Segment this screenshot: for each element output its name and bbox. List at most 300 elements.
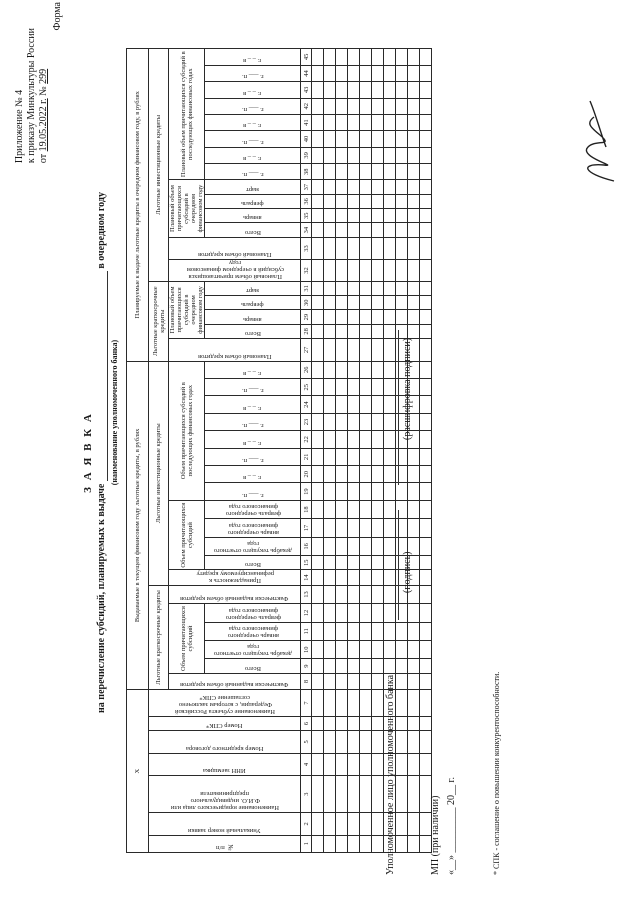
table-cell: [312, 690, 324, 717]
table-cell: [408, 622, 420, 640]
table-cell: [348, 659, 360, 673]
header-next-year: Планируемые к выдаче льготные кредиты в очередном финансовом году, в рублях: [127, 49, 149, 362]
table-cell: [312, 537, 324, 555]
table-cell: [336, 556, 348, 570]
table-cell: [312, 731, 324, 754]
table-cell: [324, 673, 336, 689]
table-cell: [360, 500, 372, 518]
table-cell: [348, 537, 360, 555]
table-cell: [360, 776, 372, 813]
header-quarter-4: г. _ _ в: [205, 361, 301, 378]
header-next-prev-credits: Льготные краткосрочные кредиты: [149, 281, 169, 361]
table-cell: [336, 604, 348, 622]
table-cell: [372, 324, 384, 338]
column-number-cell: 43: [301, 82, 312, 98]
table-cell: [420, 147, 432, 163]
table-cell: [312, 180, 324, 194]
table-cell: [312, 339, 324, 362]
table-cell: [360, 585, 372, 603]
table-cell: [324, 570, 336, 585]
table-cell: [372, 310, 384, 324]
table-cell: [324, 448, 336, 465]
header-rate: Принадлежность к рефинансируемому кредиту: [169, 570, 301, 585]
table-cell: [348, 448, 360, 465]
table-cell: [336, 585, 348, 603]
table-cell: [360, 431, 372, 448]
table-cell: [324, 604, 336, 622]
table-cell: [360, 641, 372, 659]
table-cell: [396, 281, 408, 295]
table-row: [408, 49, 420, 853]
table-cell: [420, 570, 432, 585]
table-cell: [324, 131, 336, 147]
column-number-cell: 40: [301, 131, 312, 147]
header-actual-issued-2: Фактически выданный объем кредитов: [169, 585, 301, 603]
table-cell: [324, 82, 336, 98]
header-n: № п/п: [149, 835, 301, 852]
table-cell: [324, 537, 336, 555]
table-cell: [360, 164, 372, 180]
table-cell: [360, 49, 372, 66]
table-row: [360, 49, 372, 853]
table-cell: [396, 641, 408, 659]
table-cell: [312, 147, 324, 163]
table-cell: [348, 570, 360, 585]
header-jan-2: январь очередного финансового года: [205, 519, 301, 537]
table-cell: [336, 396, 348, 413]
header-next-quarter-2: г. _ _ в: [205, 114, 301, 130]
decode-caption: (расшифровка подписи): [402, 337, 413, 440]
table-cell: [408, 49, 420, 66]
table-cell: [348, 690, 360, 717]
table-cell: [324, 147, 336, 163]
table-cell: [396, 98, 408, 114]
table-cell: [336, 731, 348, 754]
table-cell: [372, 65, 384, 81]
table-cell: [324, 237, 336, 260]
header-next-quarter-1: г. _ _ в: [205, 147, 301, 163]
table-cell: [348, 223, 360, 237]
table-cell: [348, 835, 360, 852]
column-number-cell: 38: [301, 164, 312, 180]
table-cell: [360, 448, 372, 465]
table-cell: [372, 361, 384, 378]
header-year-4: г. ___ п.: [205, 379, 301, 396]
table-cell: [408, 813, 420, 836]
table-cell: [408, 466, 420, 483]
table-cell: [360, 237, 372, 260]
table-cell: [312, 776, 324, 813]
table-cell: [372, 556, 384, 570]
table-cell: [396, 237, 408, 260]
table-cell: [348, 114, 360, 130]
header-total-2: Всего: [205, 556, 301, 570]
table-cell: [384, 339, 396, 362]
table-cell: [408, 237, 420, 260]
table-cell: [396, 776, 408, 813]
table-cell: [360, 556, 372, 570]
column-number-cell: 6: [301, 716, 312, 730]
header-next-year-2: г. ___ п.: [205, 131, 301, 147]
table-cell: [372, 537, 384, 555]
table-cell: [324, 466, 336, 483]
table-cell: [372, 466, 384, 483]
table-cell: [312, 716, 324, 730]
table-cell: [420, 673, 432, 689]
table-cell: [360, 753, 372, 776]
column-number-cell: 24: [301, 396, 312, 413]
table-cell: [336, 260, 348, 282]
table-cell: [420, 324, 432, 338]
table-cell: [312, 570, 324, 585]
table-cell: [312, 237, 324, 260]
table-cell: [336, 570, 348, 585]
table-cell: [372, 483, 384, 500]
table-cell: [324, 431, 336, 448]
table-cell: [348, 753, 360, 776]
table-cell: [348, 431, 360, 448]
table-cell: [324, 379, 336, 396]
table-cell: [396, 716, 408, 730]
table-row: [312, 49, 324, 853]
table-cell: [396, 296, 408, 310]
table-cell: [360, 65, 372, 81]
header-feb-2: февраль очередного финансового года: [205, 500, 301, 518]
table-cell: [348, 164, 360, 180]
table-row: [420, 49, 432, 853]
order-line: к приказу Минкультуры России: [26, 28, 37, 164]
table-cell: [372, 223, 384, 237]
table-cell: [348, 281, 360, 295]
signature-line: [398, 510, 399, 620]
table-cell: [372, 49, 384, 66]
column-number-cell: 30: [301, 296, 312, 310]
table-cell: [312, 82, 324, 98]
table-cell: [396, 731, 408, 754]
table-cell: [396, 835, 408, 852]
table-cell: [360, 813, 372, 836]
table-cell: [348, 466, 360, 483]
table-cell: [396, 180, 408, 194]
table-cell: [372, 731, 384, 754]
column-number-cell: 14: [301, 570, 312, 585]
table-cell: [396, 114, 408, 130]
table-cell: [420, 260, 432, 282]
table-cell: [348, 98, 360, 114]
table-cell: [420, 237, 432, 260]
table-cell: [396, 194, 408, 208]
table-cell: [420, 131, 432, 147]
table-cell: [312, 641, 324, 659]
header-subs-following: Объем причитающихся субсидий в последующих финансовых годах: [169, 361, 205, 500]
table-cell: [360, 483, 372, 500]
header-jan-s-2: январь: [205, 209, 301, 223]
table-cell: [312, 209, 324, 223]
header-org: Наименование юридического лица или Ф.И.О. индивидуального предпринимателя: [149, 776, 301, 813]
header-next-year-1: г. ___ п.: [205, 164, 301, 180]
table-cell: [324, 281, 336, 295]
table-cell: [372, 431, 384, 448]
table-cell: [360, 209, 372, 223]
header-planned-subsidy-2: Объем причитающихся субсидий: [169, 500, 205, 570]
column-number-cell: 26: [301, 361, 312, 378]
header-mar-s: март: [205, 281, 301, 295]
header-quarter-1: г. _ _ в: [205, 466, 301, 483]
table-cell: [360, 396, 372, 413]
header-prev-credits: Льготные краткосрочные кредиты: [149, 585, 169, 689]
table-cell: [372, 835, 384, 852]
table-cell: [420, 448, 432, 465]
table-cell: [372, 413, 384, 430]
table-cell: [396, 813, 408, 836]
table-cell: [408, 209, 420, 223]
column-number-cell: 8: [301, 673, 312, 689]
column-number-cell: 17: [301, 519, 312, 537]
table-cell: [396, 147, 408, 163]
table-cell: [372, 673, 384, 689]
table-cell: [372, 281, 384, 295]
table-cell: [360, 296, 372, 310]
table-cell: [336, 776, 348, 813]
table-cell: [312, 466, 324, 483]
table-cell: [312, 324, 324, 338]
table-cell: [384, 180, 396, 194]
table-cell: [348, 379, 360, 396]
table-cell: [336, 310, 348, 324]
column-numbers-row: [301, 49, 312, 853]
table-cell: [360, 716, 372, 730]
table-cell: [384, 310, 396, 324]
table-cell: [348, 731, 360, 754]
table-cell: [384, 114, 396, 130]
table-cell: [408, 448, 420, 465]
table-cell: [384, 164, 396, 180]
table-cell: [360, 98, 372, 114]
table-cell: [420, 731, 432, 754]
order-date-line: от 19.05.2022 г. № 299: [38, 68, 49, 164]
table-cell: [336, 49, 348, 66]
table-cell: [396, 690, 408, 717]
header-planned-subsidy: Объем причитающихся субсидий: [169, 604, 205, 674]
table-cell: [372, 209, 384, 223]
table-cell: [420, 65, 432, 81]
column-number-cell: 41: [301, 114, 312, 130]
table-cell: [408, 98, 420, 114]
table-cell: [420, 413, 432, 430]
header-planned-subs-next-2: Плановый объем причитающихся субсидий в очередном финансовом году: [169, 260, 301, 282]
table-cell: [372, 98, 384, 114]
header-year-2: г. ___ п.: [205, 448, 301, 465]
table-cell: [360, 731, 372, 754]
table-cell: [312, 604, 324, 622]
table-cell: [420, 396, 432, 413]
table-cell: [396, 673, 408, 689]
table-cell: [420, 223, 432, 237]
table-cell: [420, 604, 432, 622]
table-cell: [360, 310, 372, 324]
header-unique: Уникальный номер заявки: [149, 813, 301, 836]
table-cell: [312, 813, 324, 836]
table-cell: [336, 835, 348, 852]
table-cell: [360, 324, 372, 338]
column-number-cell: 42: [301, 98, 312, 114]
table-cell: [384, 98, 396, 114]
table-cell: [312, 835, 324, 852]
column-number-cell: 13: [301, 585, 312, 603]
table-cell: [384, 223, 396, 237]
table-cell: [360, 361, 372, 378]
column-number-cell: 36: [301, 194, 312, 208]
table-cell: [408, 604, 420, 622]
table-cell: [324, 194, 336, 208]
table-cell: [360, 147, 372, 163]
table-cell: [324, 339, 336, 362]
table-cell: [408, 483, 420, 500]
table-cell: [312, 361, 324, 378]
table-cell: [348, 260, 360, 282]
table-cell: [312, 556, 324, 570]
table-cell: [372, 585, 384, 603]
table-cell: [360, 537, 372, 555]
column-number-cell: 7: [301, 690, 312, 717]
table-cell: [420, 114, 432, 130]
table-cell: [312, 281, 324, 295]
table-cell: [336, 237, 348, 260]
table-cell: [324, 690, 336, 717]
table-cell: [420, 556, 432, 570]
table-cell: [420, 622, 432, 640]
table-cell: [408, 731, 420, 754]
table-cell: [372, 131, 384, 147]
table-cell: [384, 209, 396, 223]
header-feb-s-2: февраль: [205, 194, 301, 208]
table-cell: [336, 147, 348, 163]
table-cell: [348, 339, 360, 362]
table-cell: [348, 776, 360, 813]
header-jan-s: январь: [205, 310, 301, 324]
table-cell: [372, 194, 384, 208]
table-cell: [408, 776, 420, 813]
column-number-cell: 12: [301, 604, 312, 622]
table-cell: [420, 209, 432, 223]
table-cell: [384, 260, 396, 282]
table-cell: [360, 413, 372, 430]
table-cell: [324, 585, 336, 603]
table-cell: [348, 194, 360, 208]
table-cell: [396, 483, 408, 500]
column-number-cell: 21: [301, 448, 312, 465]
table-cell: [408, 82, 420, 98]
column-number-cell: 28: [301, 324, 312, 338]
table-cell: [348, 310, 360, 324]
table-cell: [336, 281, 348, 295]
table-cell: [348, 361, 360, 378]
column-number-cell: 5: [301, 731, 312, 754]
stamp-label: МП (при наличии): [430, 795, 441, 875]
column-number-cell: 44: [301, 65, 312, 81]
table-cell: [384, 194, 396, 208]
table-cell: [324, 731, 336, 754]
table-cell: [372, 237, 384, 260]
table-cell: [336, 519, 348, 537]
table-cell: [336, 296, 348, 310]
table-cell: [312, 396, 324, 413]
column-number-cell: 18: [301, 500, 312, 518]
column-number-cell: 32: [301, 260, 312, 282]
table-cell: [408, 281, 420, 295]
table-cell: [408, 296, 420, 310]
table-cell: [336, 466, 348, 483]
bank-name-blank: [96, 271, 108, 481]
table-cell: [324, 114, 336, 130]
header-quarter-3: г. _ _ в: [205, 396, 301, 413]
table-cell: [384, 237, 396, 260]
table-cell: [312, 49, 324, 66]
column-number-cell: 31: [301, 281, 312, 295]
table-cell: [408, 65, 420, 81]
table-cell: [336, 483, 348, 500]
table-cell: [348, 585, 360, 603]
signer-label: Уполномоченное лицо уполномоченного банка: [385, 674, 396, 875]
table-cell: [336, 413, 348, 430]
table-cell: [348, 604, 360, 622]
table-cell: [360, 604, 372, 622]
table-cell: [336, 65, 348, 81]
table-cell: [372, 296, 384, 310]
table-cell: [420, 296, 432, 310]
table-cell: [384, 379, 396, 396]
header-quarter-2: г. _ _ в: [205, 431, 301, 448]
table-cell: [336, 379, 348, 396]
date-line: «__» _________ 20__ г.: [446, 777, 457, 875]
table-cell: [408, 659, 420, 673]
table-cell: [312, 379, 324, 396]
table-cell: [324, 65, 336, 81]
table-cell: [336, 500, 348, 518]
table-cell: [312, 519, 324, 537]
column-number-cell: 20: [301, 466, 312, 483]
table-cell: [360, 519, 372, 537]
table-cell: [324, 223, 336, 237]
table-cell: [360, 835, 372, 852]
table-cell: [408, 180, 420, 194]
table-cell: [324, 413, 336, 430]
table-cell: [324, 716, 336, 730]
table-cell: [420, 500, 432, 518]
header-next-year-3: г. ___ п.: [205, 98, 301, 114]
header-inn: ИНН заемщика: [149, 753, 301, 776]
table-cell: [348, 180, 360, 194]
table-cell: [420, 49, 432, 66]
signature-caption: (подпись): [402, 551, 413, 593]
column-number-cell: 15: [301, 556, 312, 570]
table-cell: [348, 641, 360, 659]
table-cell: [336, 673, 348, 689]
table-cell: [408, 164, 420, 180]
table-cell: [348, 413, 360, 430]
table-cell: [420, 98, 432, 114]
table-cell: [336, 537, 348, 555]
table-cell: [408, 519, 420, 537]
table-cell: [312, 260, 324, 282]
table-cell: [408, 114, 420, 130]
table-cell: [312, 131, 324, 147]
table-cell: [396, 65, 408, 81]
table-cell: [384, 431, 396, 448]
table-cell: [408, 835, 420, 852]
header-contract: Номер кредитного договора: [149, 731, 301, 754]
table-cell: [420, 281, 432, 295]
